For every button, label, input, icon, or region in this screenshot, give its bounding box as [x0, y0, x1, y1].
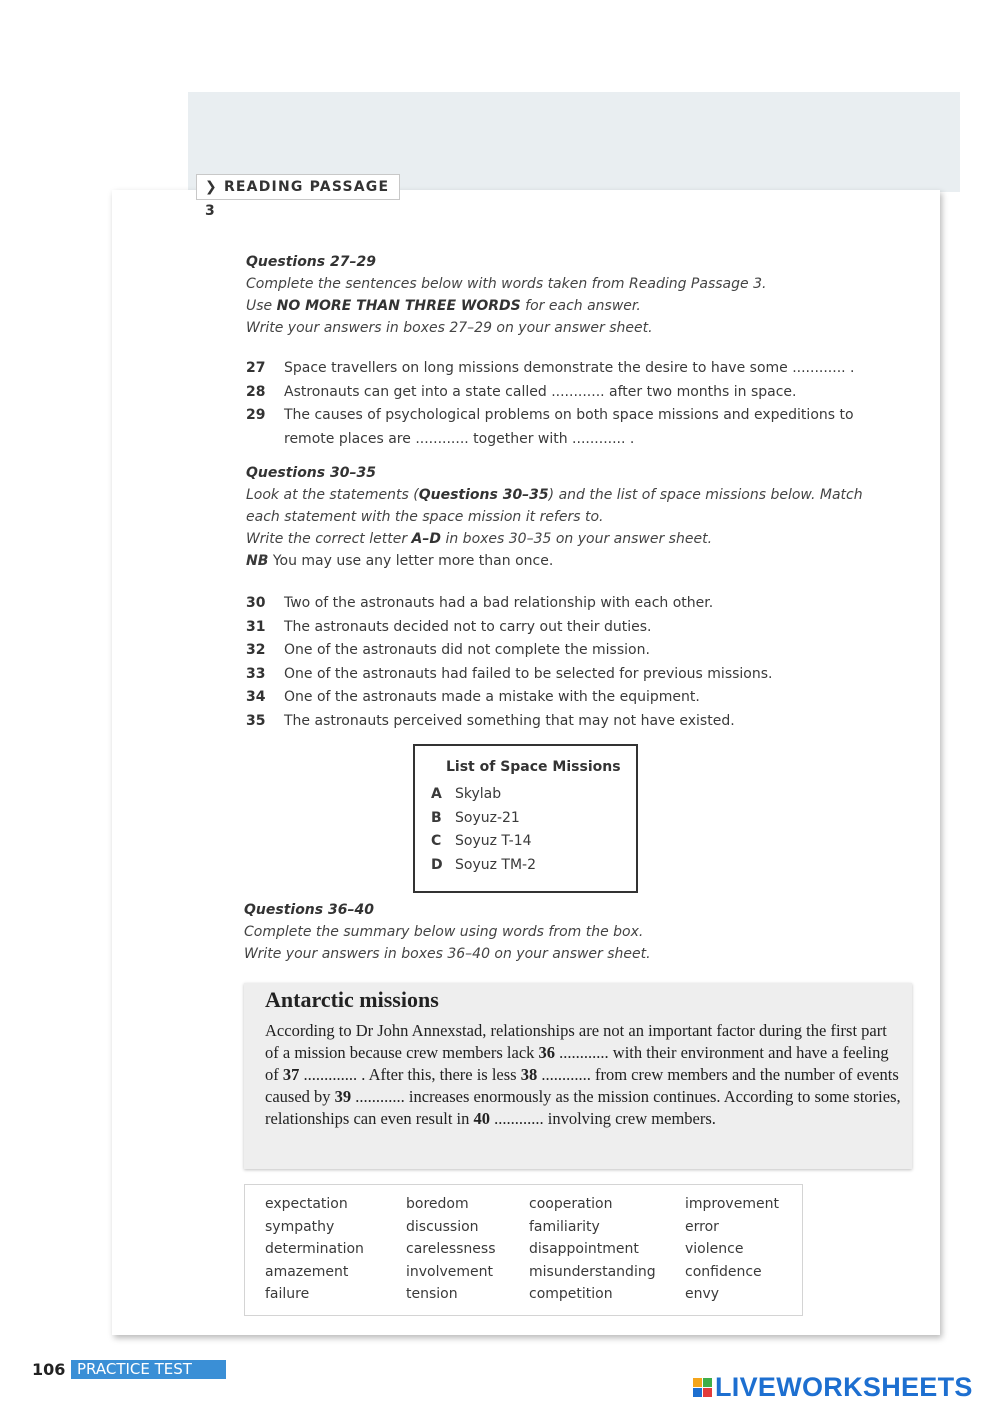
questions-27-29-instructions	[246, 251, 916, 339]
nb-label: NB	[246, 553, 269, 569]
question-item	[246, 616, 906, 640]
instruction-line: Complete the sentences below with words taken from Reading Passage 3.	[246, 276, 767, 292]
word-option: competition	[529, 1286, 613, 1302]
word-option: failure	[265, 1286, 310, 1302]
question-item	[246, 357, 906, 381]
question-number: 33	[246, 665, 266, 682]
word-option: sympathy	[265, 1218, 335, 1235]
instruction-text: Look at the statements (	[246, 487, 419, 503]
questions-30-35-instructions	[246, 462, 896, 572]
gap-number: 36	[538, 1043, 556, 1062]
word-column	[529, 1193, 656, 1306]
gap-number: 37	[282, 1065, 300, 1084]
summary-text: ............ involving crew members.	[489, 1109, 716, 1128]
summary-text: ............. . After this, there is less	[299, 1065, 521, 1084]
mission-letter: D	[431, 856, 443, 873]
word-option: boredom	[406, 1196, 469, 1212]
questions-27-29-heading: Questions 27–29	[246, 254, 376, 270]
question-number: 34	[246, 689, 266, 705]
gap-number: 40	[473, 1109, 490, 1128]
questions-36-40-heading: Questions 36–40	[244, 902, 374, 918]
section-tab	[196, 174, 400, 219]
word-option: violence	[685, 1241, 744, 1257]
question-text: Space travellers on long missions demonstrate the desire to have some ............ .	[284, 360, 855, 376]
question-text: The astronauts perceived something that may not have existed.	[284, 712, 735, 729]
question-number: 27	[246, 360, 266, 376]
question-text: The causes of psychological problems on both space missions and expeditions to remote places are ............ together with ............ .	[284, 407, 854, 447]
nb-text: You may use any letter more than once.	[268, 553, 554, 569]
question-number: 31	[246, 618, 266, 635]
word-box	[244, 1184, 803, 1316]
word-option: expectation	[265, 1196, 348, 1212]
summary-title: Antarctic missions	[265, 987, 439, 1012]
question-text: The astronauts decided not to carry out their duties.	[284, 618, 652, 635]
question-number: 29	[246, 407, 266, 423]
mission-name: Soyuz TM-2	[455, 856, 536, 873]
instruction-text: in boxes 30–35 on your answer sheet.	[441, 531, 713, 547]
word-option: confidence	[685, 1263, 762, 1280]
mission-item	[431, 783, 636, 807]
question-text: Two of the astronauts had a bad relationship with each other.	[284, 595, 714, 611]
mission-letter: B	[431, 809, 442, 826]
liveworksheets-text: LIVEWORKSHEETS	[715, 1372, 973, 1402]
gap-number: 38	[520, 1065, 538, 1084]
instruction-emphasis: A–D	[411, 531, 442, 547]
instruction-text: ) and the list of space missions below. Match each statement with the space mission it refers to.	[246, 487, 863, 525]
question-text: One of the astronauts made a mistake with the equipment.	[284, 689, 700, 705]
word-column	[685, 1193, 779, 1306]
word-option: discussion	[406, 1218, 479, 1235]
question-number: 35	[246, 712, 266, 729]
page-number: 106	[32, 1360, 66, 1379]
space-missions-list	[431, 783, 636, 877]
space-missions-box	[413, 744, 638, 893]
instruction-text: Use	[246, 298, 277, 314]
liveworksheets-watermark	[693, 1372, 973, 1403]
instruction-text: for each answer.	[520, 298, 641, 314]
practice-test-label: PRACTICE TEST	[71, 1360, 226, 1379]
word-option: cooperation	[529, 1196, 613, 1212]
word-option: amazement	[265, 1263, 349, 1280]
instruction-line: Write your answers in boxes 36–40 on your answer sheet.	[244, 946, 651, 962]
mission-name: Soyuz T-14	[455, 833, 532, 849]
question-item	[246, 686, 906, 710]
question-number: 28	[246, 383, 266, 400]
chevron-right-icon: ❯	[205, 179, 218, 195]
question-item	[246, 663, 906, 687]
mission-item	[431, 807, 636, 831]
word-option: envy	[685, 1286, 720, 1302]
question-item	[246, 404, 906, 451]
instruction-line	[246, 528, 896, 550]
summary-box	[244, 983, 912, 1169]
question-item	[246, 381, 906, 405]
mission-item	[431, 854, 636, 878]
mission-item	[431, 830, 636, 854]
summary-text: ............ with their environment and have a feeling of	[265, 1043, 889, 1084]
word-option: determination	[265, 1241, 364, 1257]
mission-name: Skylab	[455, 786, 502, 802]
instruction-line	[246, 484, 896, 528]
questions-30-35-list	[246, 592, 906, 733]
word-column	[406, 1193, 496, 1306]
nb-note	[246, 550, 896, 572]
word-option: carelessness	[406, 1241, 496, 1257]
questions-36-40-instructions	[244, 899, 904, 965]
question-number: 30	[246, 595, 266, 611]
instruction-line	[246, 295, 916, 317]
instruction-line: Write your answers in boxes 27–29 on your answer sheet.	[246, 320, 653, 336]
word-option: involvement	[406, 1263, 494, 1280]
instruction-text: Write the correct letter	[246, 531, 412, 547]
liveworksheets-logo-icon	[693, 1378, 712, 1397]
summary-paragraph	[265, 1020, 901, 1130]
question-item	[246, 710, 906, 734]
word-option: tension	[406, 1286, 458, 1302]
mission-name: Soyuz-21	[455, 809, 520, 826]
word-option: improvement	[685, 1196, 779, 1212]
instruction-emphasis: NO MORE THAN THREE WORDS	[276, 298, 521, 314]
mission-letter: A	[431, 786, 442, 802]
question-text: Astronauts can get into a state called ............ after two months in space.	[284, 383, 797, 400]
word-option: disappointment	[529, 1241, 639, 1257]
question-item	[246, 639, 906, 663]
word-option: error	[685, 1218, 719, 1235]
word-column	[265, 1193, 364, 1306]
summary-text: ............ increases enormously as the mission continues. According to some stories, relationships can even result in	[265, 1087, 901, 1128]
question-item	[246, 592, 906, 616]
questions-27-29-list	[246, 357, 906, 451]
word-option: familiarity	[529, 1218, 600, 1235]
section-tab-label: READING PASSAGE 3	[205, 179, 390, 219]
gap-number: 39	[334, 1087, 352, 1106]
space-missions-title: List of Space Missions	[446, 759, 621, 775]
question-number: 32	[246, 642, 266, 658]
question-text: One of the astronauts did not complete the mission.	[284, 642, 650, 658]
mission-letter: C	[431, 833, 442, 849]
questions-30-35-heading: Questions 30–35	[246, 465, 376, 481]
summary-text: According to Dr John Annexstad, relationships are not an important factor during the first part of a mission because crew members lack	[265, 1021, 887, 1062]
instruction-emphasis: Questions 30–35	[418, 487, 549, 503]
word-option: misunderstanding	[529, 1263, 656, 1280]
instruction-line: Complete the summary below using words from the box.	[244, 924, 644, 940]
summary-text: ............ from crew members and the number of events caused by	[265, 1065, 899, 1106]
question-text: One of the astronauts had failed to be selected for previous missions.	[284, 665, 773, 682]
